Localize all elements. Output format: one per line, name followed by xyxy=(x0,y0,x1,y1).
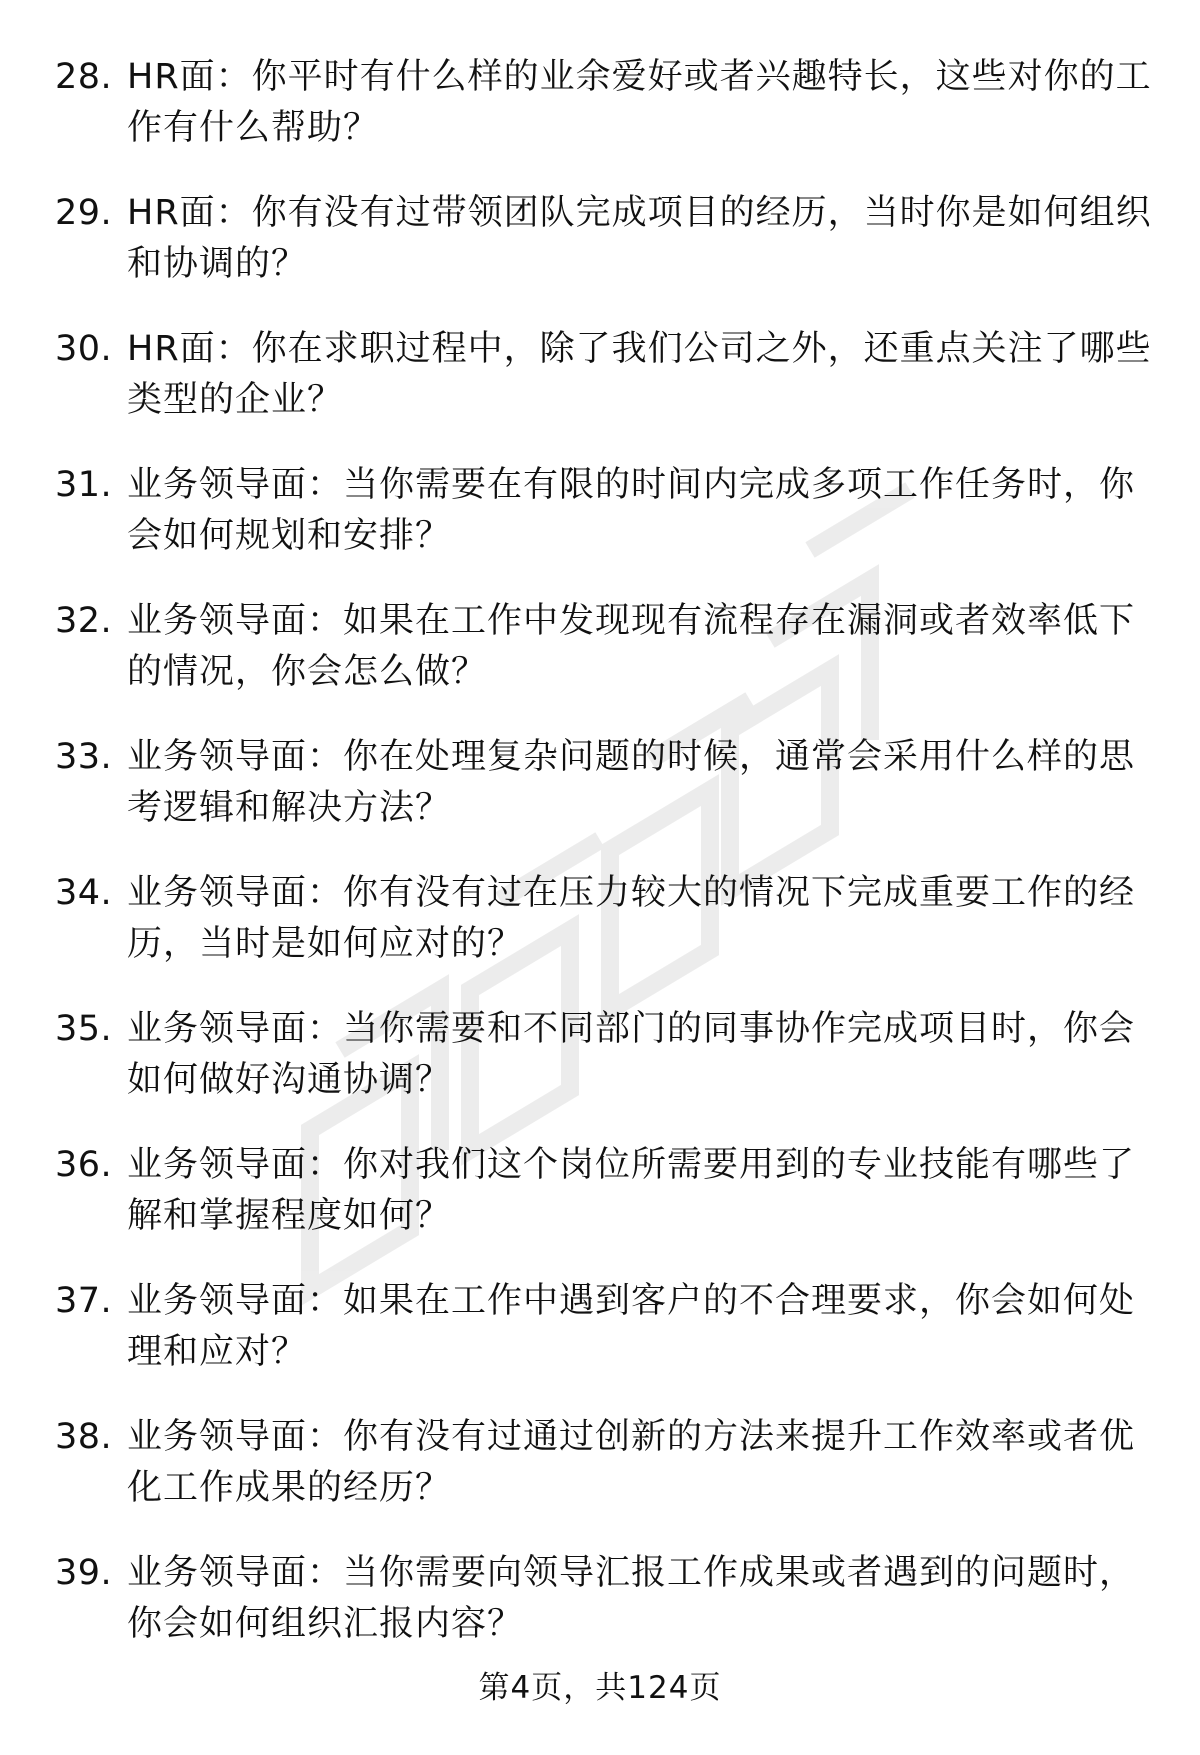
question-text: 业务领导面：当你需要和不同部门的同事协作完成项目时，你会如何做好沟通协调？ xyxy=(127,1009,1136,1100)
question-number: 35. xyxy=(55,1009,113,1049)
question-item xyxy=(55,1004,1155,1106)
question-number: 37. xyxy=(55,1281,113,1321)
question-item xyxy=(55,1412,1155,1514)
question-number: 32. xyxy=(55,601,113,641)
question-number: 30. xyxy=(55,329,113,369)
page-footer: 第4页，共124页 xyxy=(478,1670,722,1706)
question-item xyxy=(55,324,1155,426)
question-item xyxy=(55,460,1155,562)
question-number: 36. xyxy=(55,1145,113,1185)
question-text: 业务领导面：你在处理复杂问题的时候，通常会采用什么样的思考逻辑和解决方法？ xyxy=(127,737,1136,828)
question-text: HR面：你平时有什么样的业余爱好或者兴趣特长，这些对你的工作有什么帮助？ xyxy=(127,57,1152,148)
question-item xyxy=(55,1548,1155,1650)
question-text: 业务领导面：你对我们这个岗位所需要用到的专业技能有哪些了解和掌握程度如何？ xyxy=(127,1145,1136,1236)
question-number: 38. xyxy=(55,1417,113,1457)
question-text: HR面：你有没有过带领团队完成项目的经历，当时你是如何组织和协调的？ xyxy=(127,193,1152,284)
question-number: 34. xyxy=(55,873,113,913)
question-list xyxy=(55,52,1155,1684)
question-text: 业务领导面：如果在工作中发现现有流程存在漏洞或者效率低下的情况，你会怎么做？ xyxy=(127,601,1136,692)
question-item xyxy=(55,596,1155,698)
question-text: 业务领导面：如果在工作中遇到客户的不合理要求，你会如何处理和应对？ xyxy=(127,1281,1136,1372)
question-number: 31. xyxy=(55,465,113,505)
question-text: HR面：你在求职过程中，除了我们公司之外，还重点关注了哪些类型的企业？ xyxy=(127,329,1152,420)
question-number: 33. xyxy=(55,737,113,777)
question-item xyxy=(55,188,1155,290)
question-number: 39. xyxy=(55,1553,113,1593)
question-number: 29. xyxy=(55,193,113,233)
question-text: 业务领导面：当你需要在有限的时间内完成多项工作任务时，你会如何规划和安排？ xyxy=(127,465,1136,556)
question-item xyxy=(55,1276,1155,1378)
question-item xyxy=(55,868,1155,970)
question-text: 业务领导面：你有没有过在压力较大的情况下完成重要工作的经历，当时是如何应对的？ xyxy=(127,873,1136,964)
question-item xyxy=(55,1140,1155,1242)
question-number: 28. xyxy=(55,57,113,97)
question-item xyxy=(55,52,1155,154)
question-text: 业务领导面：你有没有过通过创新的方法来提升工作效率或者优化工作成果的经历？ xyxy=(127,1417,1136,1508)
question-item xyxy=(55,732,1155,834)
question-text: 业务领导面：当你需要向领导汇报工作成果或者遇到的问题时，你会如何组织汇报内容？ xyxy=(127,1553,1136,1644)
